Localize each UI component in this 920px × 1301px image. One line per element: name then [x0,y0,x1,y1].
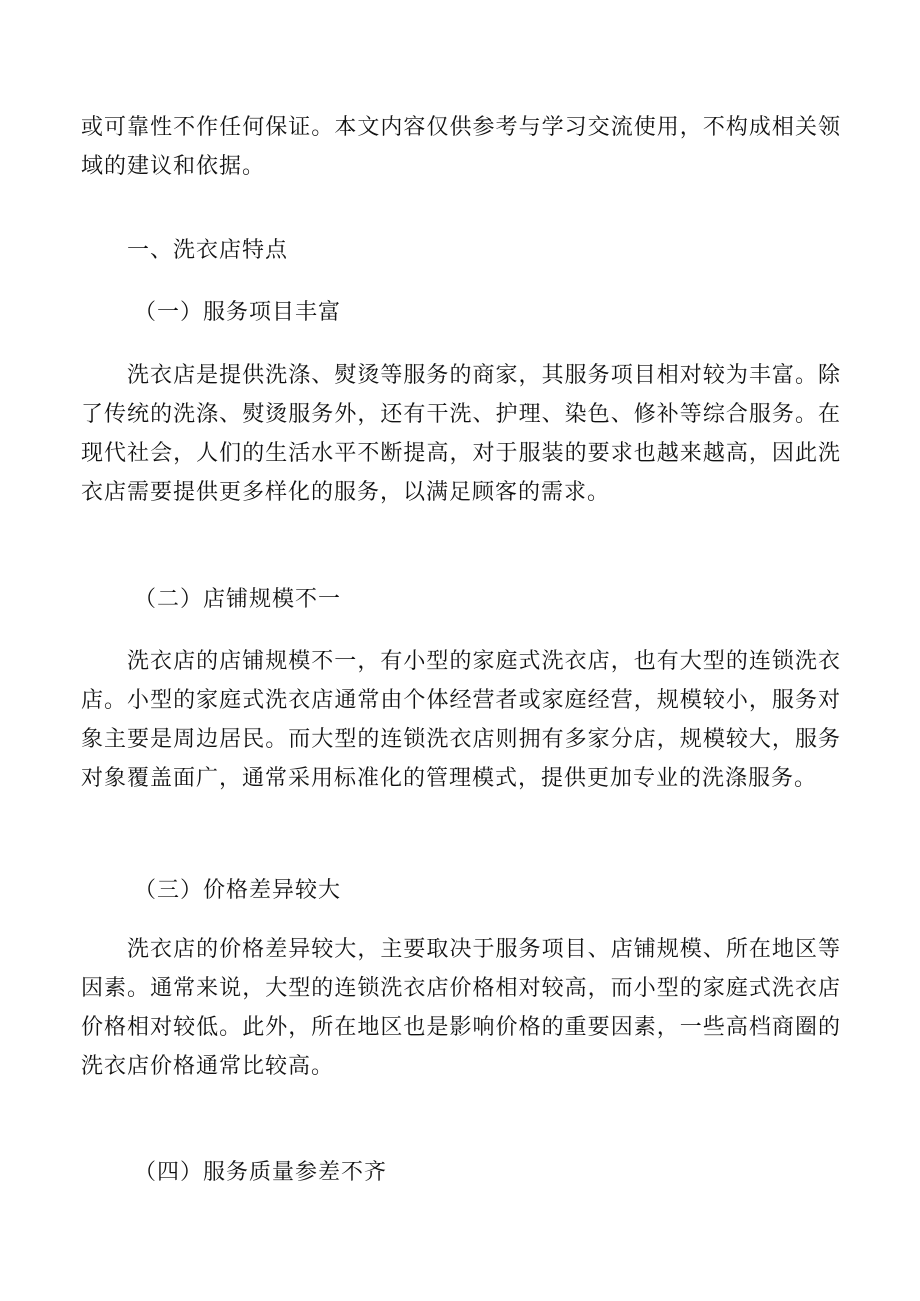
section-title: 一、洗衣店特点 [127,238,289,263]
intro-paragraph-tail: 或可靠性不作任何保证。本文内容仅供参考与学习交流使用，不构成相关领域的建议和依据。 [81,115,841,179]
subsection-heading-4: （四）服务质量参差不齐 [134,1160,388,1185]
subsection-heading-3: （三）价格差异较大 [134,878,342,903]
subsection-body-3: 洗衣店的价格差异较大，主要取决于服务项目、店铺规模、所在地区等因素。通常来说，大型的连锁洗衣店价格相对较高，而小型的家庭式洗衣店价格相对较低。此外，所在地区也是影响价格的重要因素，一些高档商圈的洗衣店价格通常比较高。 [81,937,841,1079]
subsection-body-2: 洗衣店的店铺规模不一，有小型的家庭式洗衣店，也有大型的连锁洗衣店。小型的家庭式洗衣店通常由个体经营者或家庭经营，规模较小，服务对象主要是周边居民。而大型的连锁洗衣店则拥有多家分店，规模较大，服务对象覆盖面广，通常采用标准化的管理模式，提供更加专业的洗涤服务。 [81,649,841,791]
subsection-heading-2: （二）店铺规模不一 [134,587,342,612]
subsection-body-1: 洗衣店是提供洗涤、熨烫等服务的商家，其服务项目相对较为丰富。除了传统的洗涤、熨烫服务外，还有干洗、护理、染色、修补等综合服务。在现代社会，人们的生活水平不断提高，对于服装的要求也越来越高，因此洗衣店需要提供更多样化的服务，以满足顾客的需求。 [81,363,841,505]
subsection-heading-1: （一）服务项目丰富 [134,300,342,325]
